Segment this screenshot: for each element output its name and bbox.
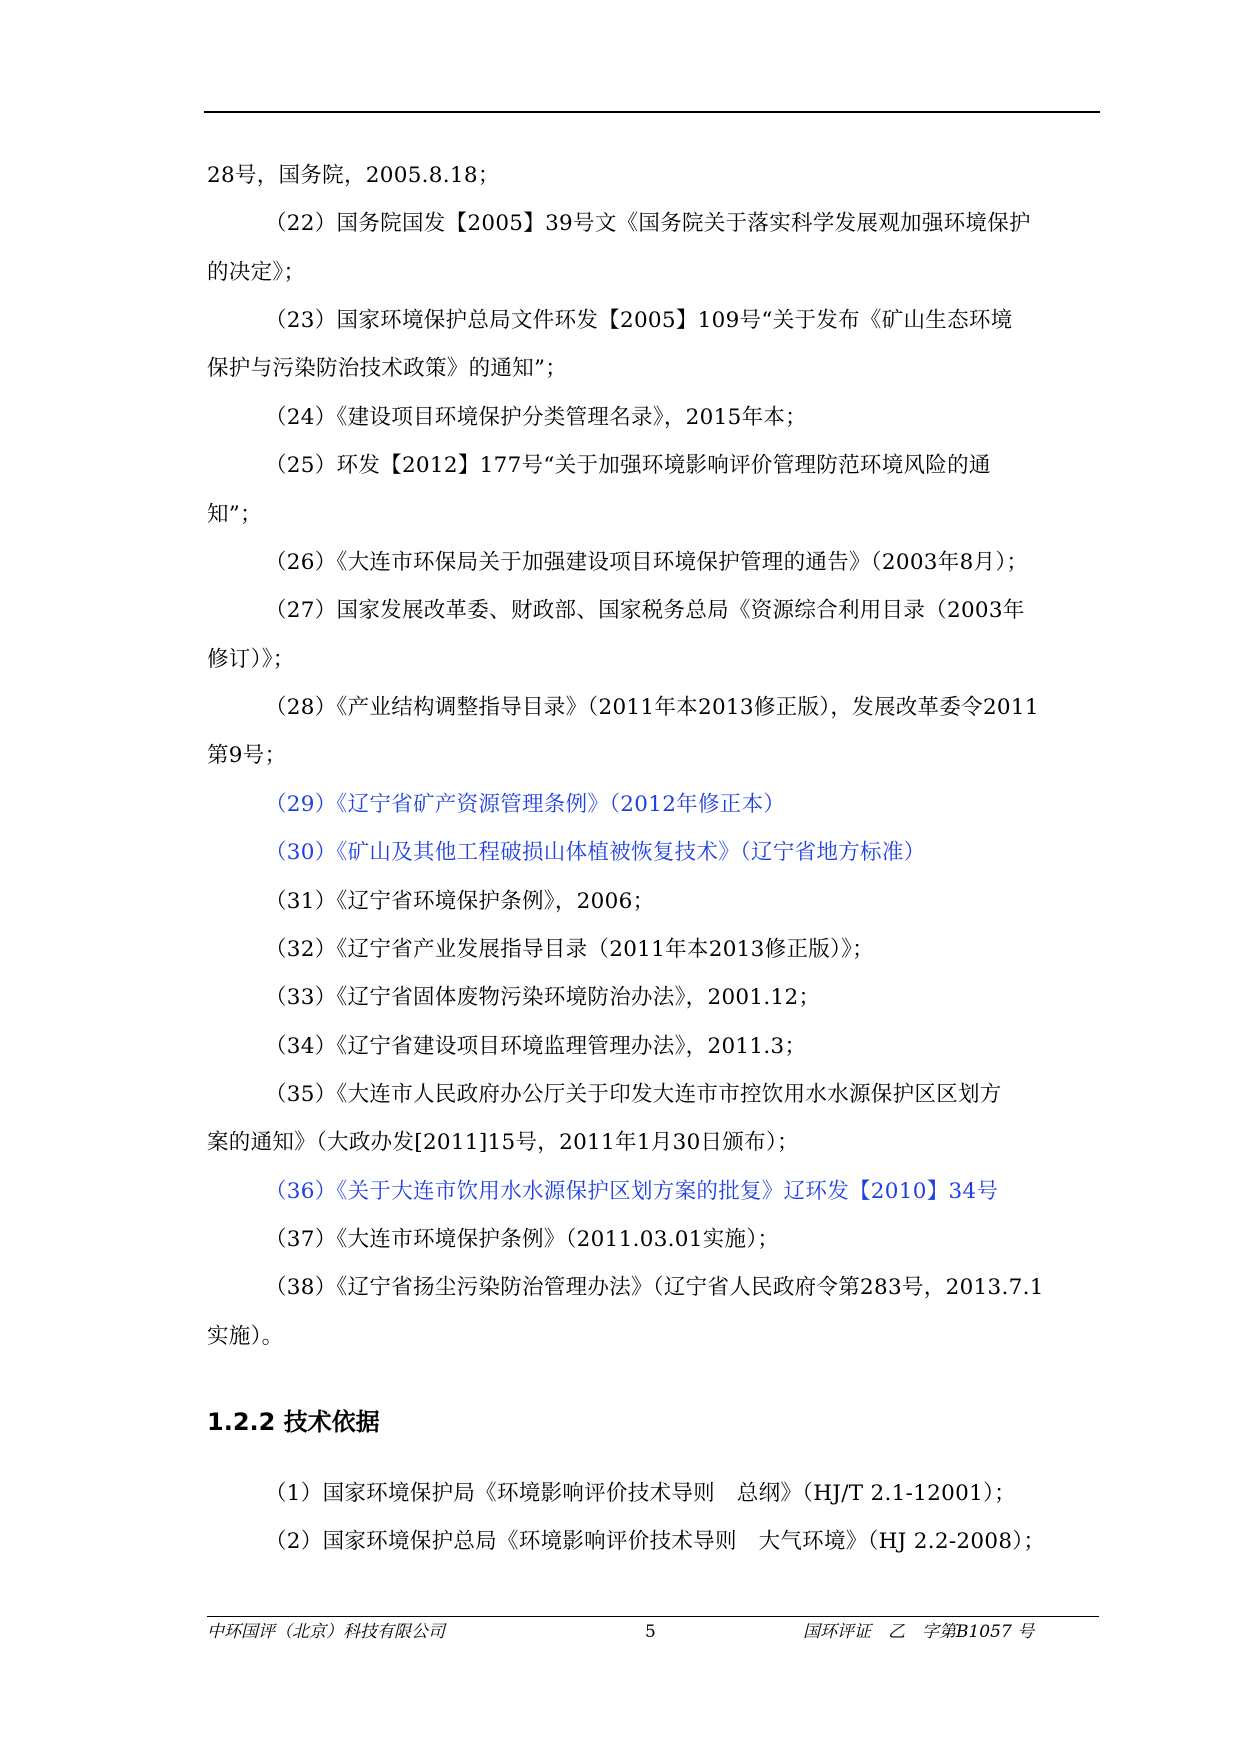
list-line: （24）《建设项目环境保护分类管理名录》，2015年本； (265, 405, 807, 430)
footer-certificate: 国环评证 乙 字第B1057 号 (803, 1622, 1035, 1642)
list-line-highlighted: （29）《辽宁省矿产资源管理条例》（2012年修正本） (265, 792, 786, 817)
list-line: 的决定》； (207, 260, 306, 285)
list-line-highlighted: （30）《矿山及其他工程破损山体植被恢复技术》（辽宁省地方标准） (265, 840, 926, 865)
list-line: （31）《辽宁省环境保护条例》，2006； (265, 889, 655, 914)
footer-company: 中环国评（北京）科技有限公司 (207, 1622, 445, 1642)
list-line: （22）国务院国发【2005】39号文《国务院关于落实科学发展观加强环境保护 (265, 211, 1031, 236)
list-line: 修订）》； (207, 647, 295, 672)
list-line-highlighted: （36）《关于大连市饮用水水源保护区划方案的批复》辽环发【2010】34号 (265, 1179, 999, 1204)
list-line: （28）《产业结构调整指导目录》（2011年本2013修正版），发展改革委令2011 (265, 695, 1039, 720)
list-line: （2）国家环境保护总局《环境影响评价技术导则 大气环境》（HJ 2.2-2008）； (265, 1529, 1046, 1554)
section-heading: 1.2.2 技术依据 (207, 1408, 380, 1436)
list-line: （25）环发【2012】177号“关于加强环境影响评价管理防范环境风险的通 (265, 453, 991, 478)
list-line: 知”； (207, 502, 262, 527)
list-line: （32）《辽宁省产业发展指导目录（2011年本2013修正版）》； (265, 937, 874, 962)
list-line: （26）《大连市环保局关于加强建设项目环境保护管理的通告》（2003年8月）； (265, 550, 1029, 575)
page-number: 5 (645, 1622, 656, 1642)
list-line: （33）《辽宁省固体废物污染环境防治办法》，2001.12； (265, 985, 821, 1010)
list-line: （38）《辽宁省扬尘污染防治管理办法》（辽宁省人民政府令第283号，2013.7.1 (265, 1275, 1044, 1300)
list-line: 28号，国务院，2005.8.18； (207, 163, 500, 188)
list-line: （35）《大连市人民政府办公厅关于印发大连市市控饮用水水源保护区区划方 (265, 1082, 1002, 1107)
list-line: 案的通知》（大政办发[2011]15号，2011年1月30日颁布）； (207, 1130, 799, 1155)
list-line: （34）《辽宁省建设项目环境监理管理办法》，2011.3； (265, 1034, 807, 1059)
header-rule (204, 111, 1100, 113)
list-line: 保护与污染防治技术政策》的通知”； (207, 356, 568, 381)
footer-rule (207, 1616, 1099, 1617)
list-line: （23）国家环境保护总局文件环发【2005】109号“关于发布《矿山生态环境 (265, 308, 1013, 333)
list-line: 实施）。 (207, 1324, 284, 1349)
list-line: （37）《大连市环境保护条例》（2011.03.01实施）； (265, 1227, 780, 1252)
list-line: 第9号； (207, 743, 287, 768)
list-line: （1）国家环境保护局《环境影响评价技术导则 总纲》（HJ/T 2.1-12001）； (265, 1481, 1016, 1506)
list-line: （27）国家发展改革委、财政部、国家税务总局《资源综合利用目录（2003年 (265, 598, 1025, 623)
